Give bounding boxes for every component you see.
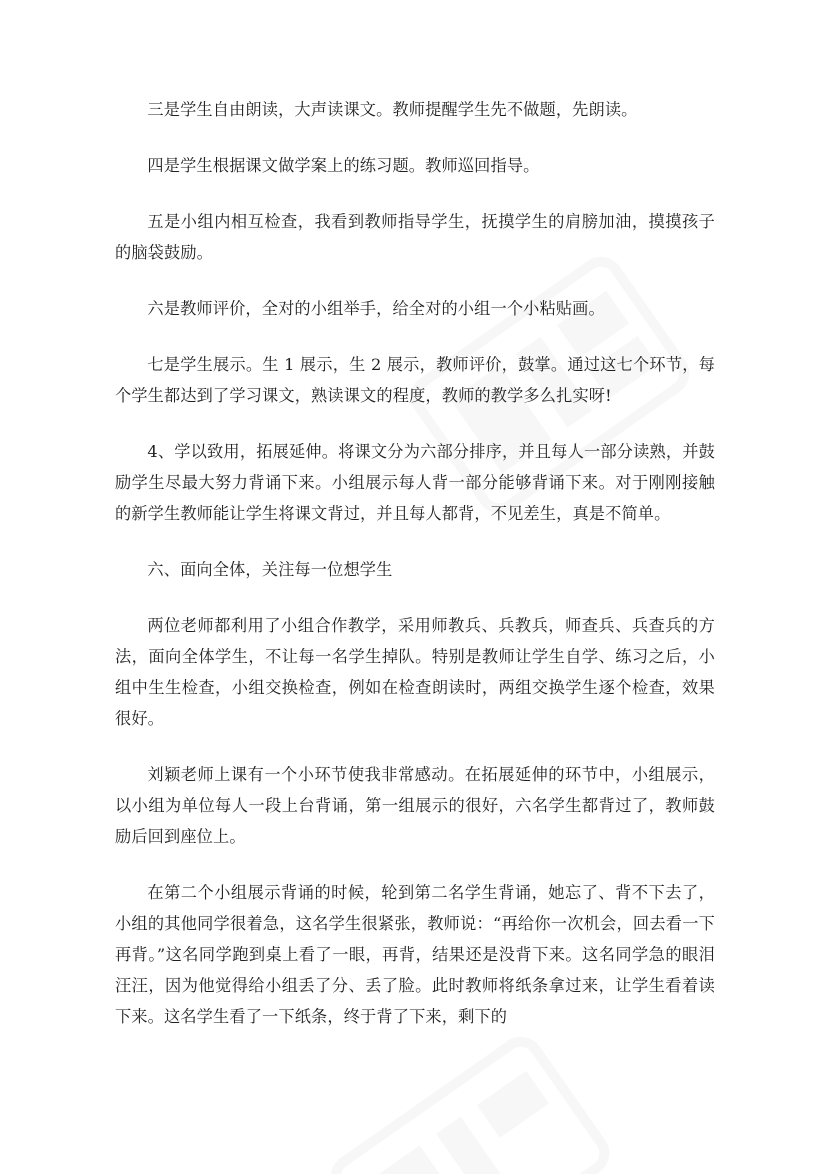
paragraph-step-6: 六是教师评价，全对的小组举手，给全对的小组一个小粘贴画。 — [147, 299, 605, 318]
paragraph-second-group: 在第二个小组展示背诵的时候，轮到第二名学生背诵，她忘了、背不下去了，小组的其他同学很着急，这名学生很紧张，教师说：“再给你一次机会，回去看一下再背。”这名同学跑到桌上看了一眼，再背，结果还是没背下来。这名同学急的眼泪汪汪，因为他觉得给小组丢了分、丢了脸。此时教师将纸条拿过来，让学生看着读下来。这名学生看了一下纸条，终于背了下来，剩下的 — [115, 883, 715, 1026]
paragraph-step-3: 三是学生自由朗读，大声读课文。教师提醒学生先不做题，先朗读。 — [147, 100, 638, 119]
paragraph-step-5: 五是小组内相互检查，我看到教师指导学生，抚摸学生的肩膀加油，摸摸孩子的脑袋鼓励。 — [115, 212, 715, 262]
paragraph-apply-extend: 4、学以致用，拓展延伸。将课文分为六部分排序，并且每人一部分读熟，并鼓励学生尽最大努力背诵下来。小组展示每人背一部分能够背诵下来。对于刚刚接触的新学生教师能让学生将课文背过，并且每人都背，不见差生，真是不简单。 — [115, 442, 715, 523]
paragraph-group-teaching: 两位老师都利用了小组合作教学，采用师教兵、兵教兵，师查兵、兵查兵的方法，面向全体学生，不让每一名学生掉队。特别是教师让学生自学、练习之后，小组中生生检查，小组交换检查，例如在检查朗读时，两组交换学生逐个检查，效果很好。 — [115, 616, 715, 728]
paragraph-step-7: 七是学生展示。生 1 展示，生 2 展示，教师评价，鼓掌。通过这七个环节，每个学生都达到了学习课文，熟读课文的程度，教师的教学多么扎实呀! — [115, 355, 715, 405]
document-body — [115, 94, 715, 1057]
paragraph-step-4: 四是学生根据课文做学案上的练习题。教师巡回指导。 — [147, 156, 540, 175]
section-heading-6: 六、面向全体，关注每一位想学生 — [147, 560, 393, 579]
paragraph-liu-ying: 刘颖老师上课有一个小环节使我非常感动。在拓展延伸的环节中，小组展示，以小组为单位每人一段上台背诵，第一组展示的很好，六名学生都背过了，教师鼓励后回到座位上。 — [115, 765, 715, 846]
